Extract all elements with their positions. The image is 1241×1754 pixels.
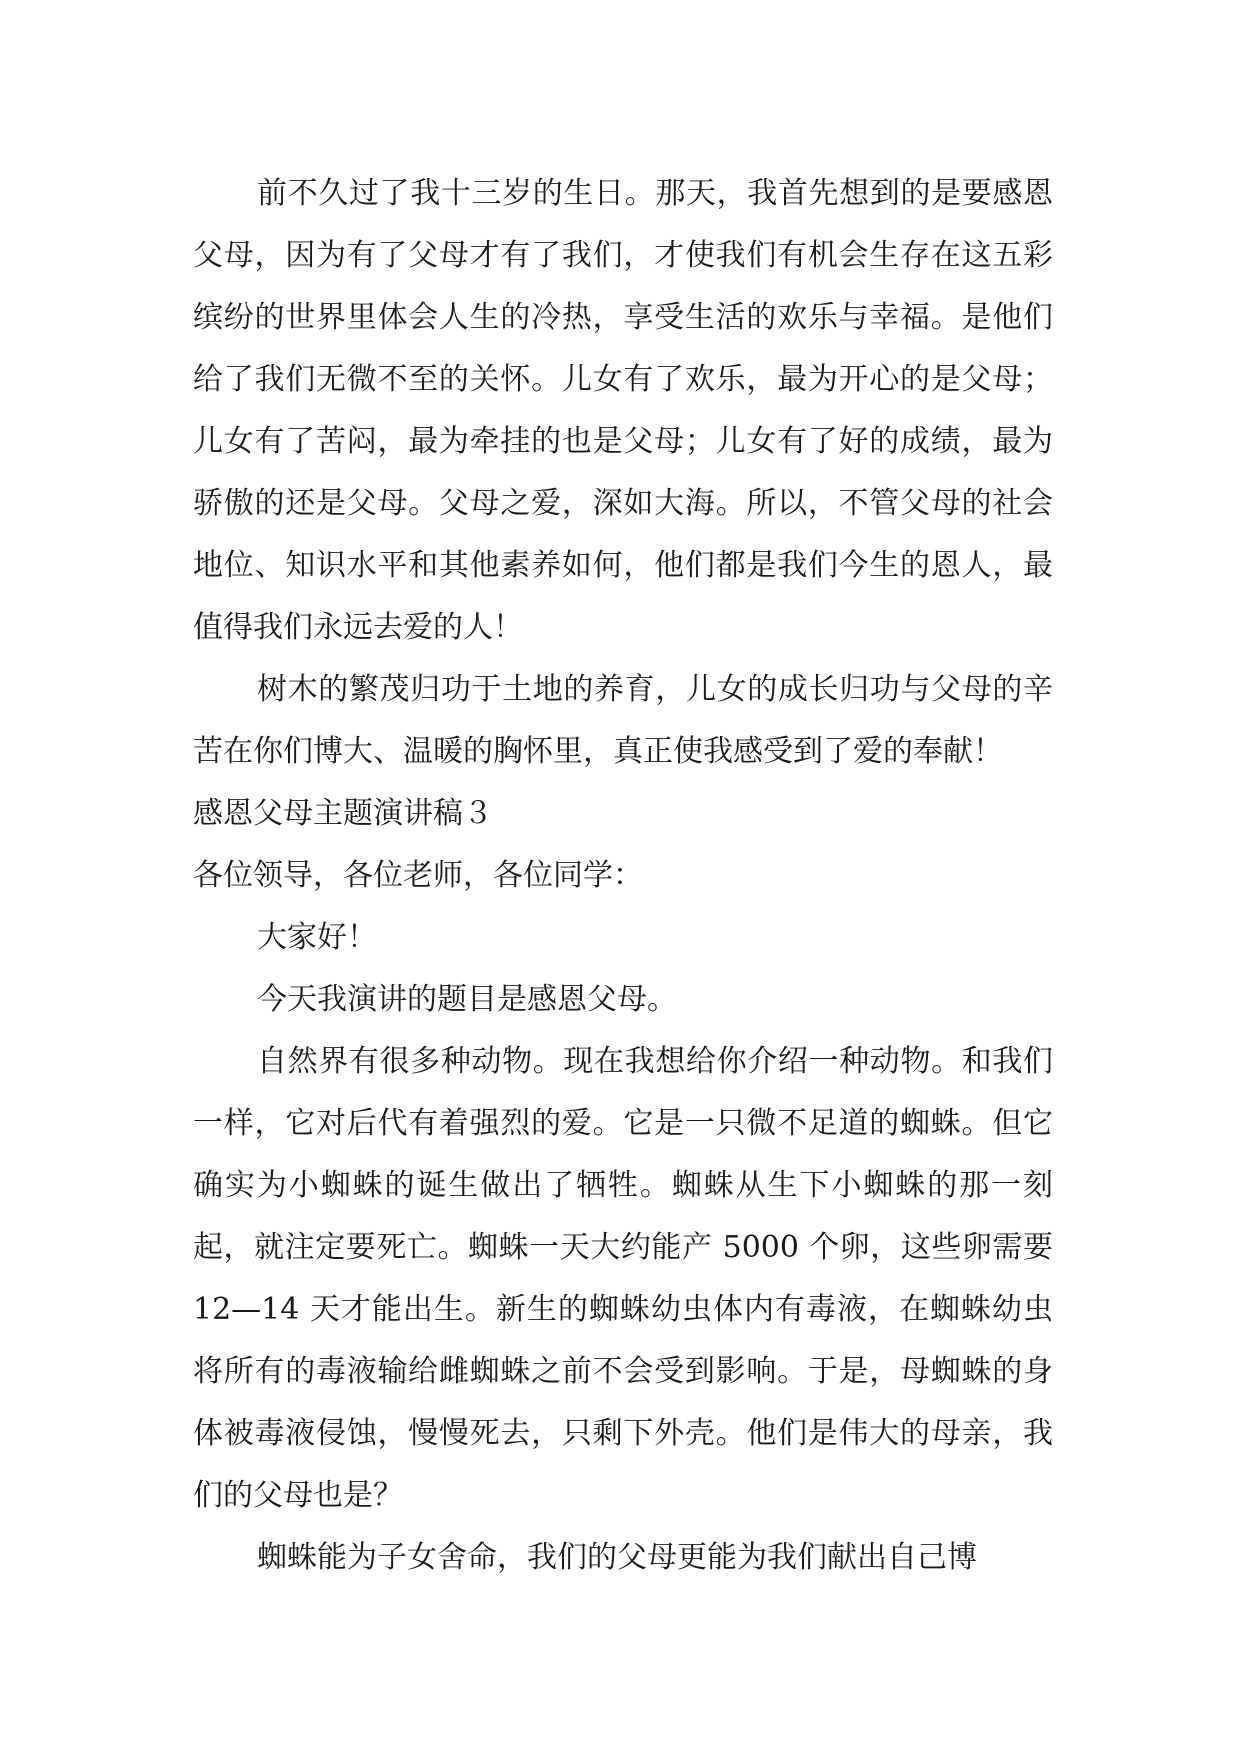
paragraph-spider: 自然界有很多种动物。现在我想给你介绍一种动物。和我们一样，它对后代有着强烈的爱。它是一只微不足道的蜘蛛。但它确实为小蜘蛛的诞生做出了牺牲。蜘蛛从生下小蜘蛛的那一刻起，就注定要死亡。蜘蛛一天大约能产 5000 个卵，这些卵需要 12—14 天才能出生。新生的蜘蛛幼虫体内有毒液，在蜘蛛幼虫将所有的毒液输给雌蜘蛛之前不会受到影响。于是，母蜘蛛的身体被毒液侵蚀，慢慢死去，只剩下外壳。他们是伟大的母亲，我们的父母也是？ (193, 1044, 1053, 1513)
paragraph-birthday: 前不久过了我十三岁的生日。那天，我首先想到的是要感恩父母，因为有了父母才有了我们，才使我们有机会生存在这五彩缤纷的世界里体会人生的冷热，享受生活的欢乐与幸福。是他们给了我们无微不至的关怀。儿女有了欢乐，最为开心的是父母；儿女有了苦闷，最为牵挂的也是父母；儿女有了好的成绩，最为骄傲的还是父母。父母之爱，深如大海。所以，不管父母的社会地位、知识水平和其他素养如何，他们都是我们今生的恩人，最值得我们永远去爱的人！ (193, 176, 1053, 645)
document-body (193, 163, 1053, 1589)
topic-intro: 今天我演讲的题目是感恩父母。 (257, 982, 677, 1017)
paragraph-sacrifice: 蜘蛛能为子女舍命，我们的父母更能为我们献出自己博 (257, 1540, 977, 1575)
paragraph-trees: 树木的繁茂归功于土地的养育，儿女的成长归功与父母的辛苦在你们博大、温暖的胸怀里，真正使我感受到了爱的奉献！ (193, 672, 1053, 769)
salutation: 各位领导，各位老师，各位同学： (193, 858, 643, 893)
greeting: 大家好！ (257, 920, 377, 955)
speech-title: 感恩父母主题演讲稿３ (193, 796, 493, 831)
